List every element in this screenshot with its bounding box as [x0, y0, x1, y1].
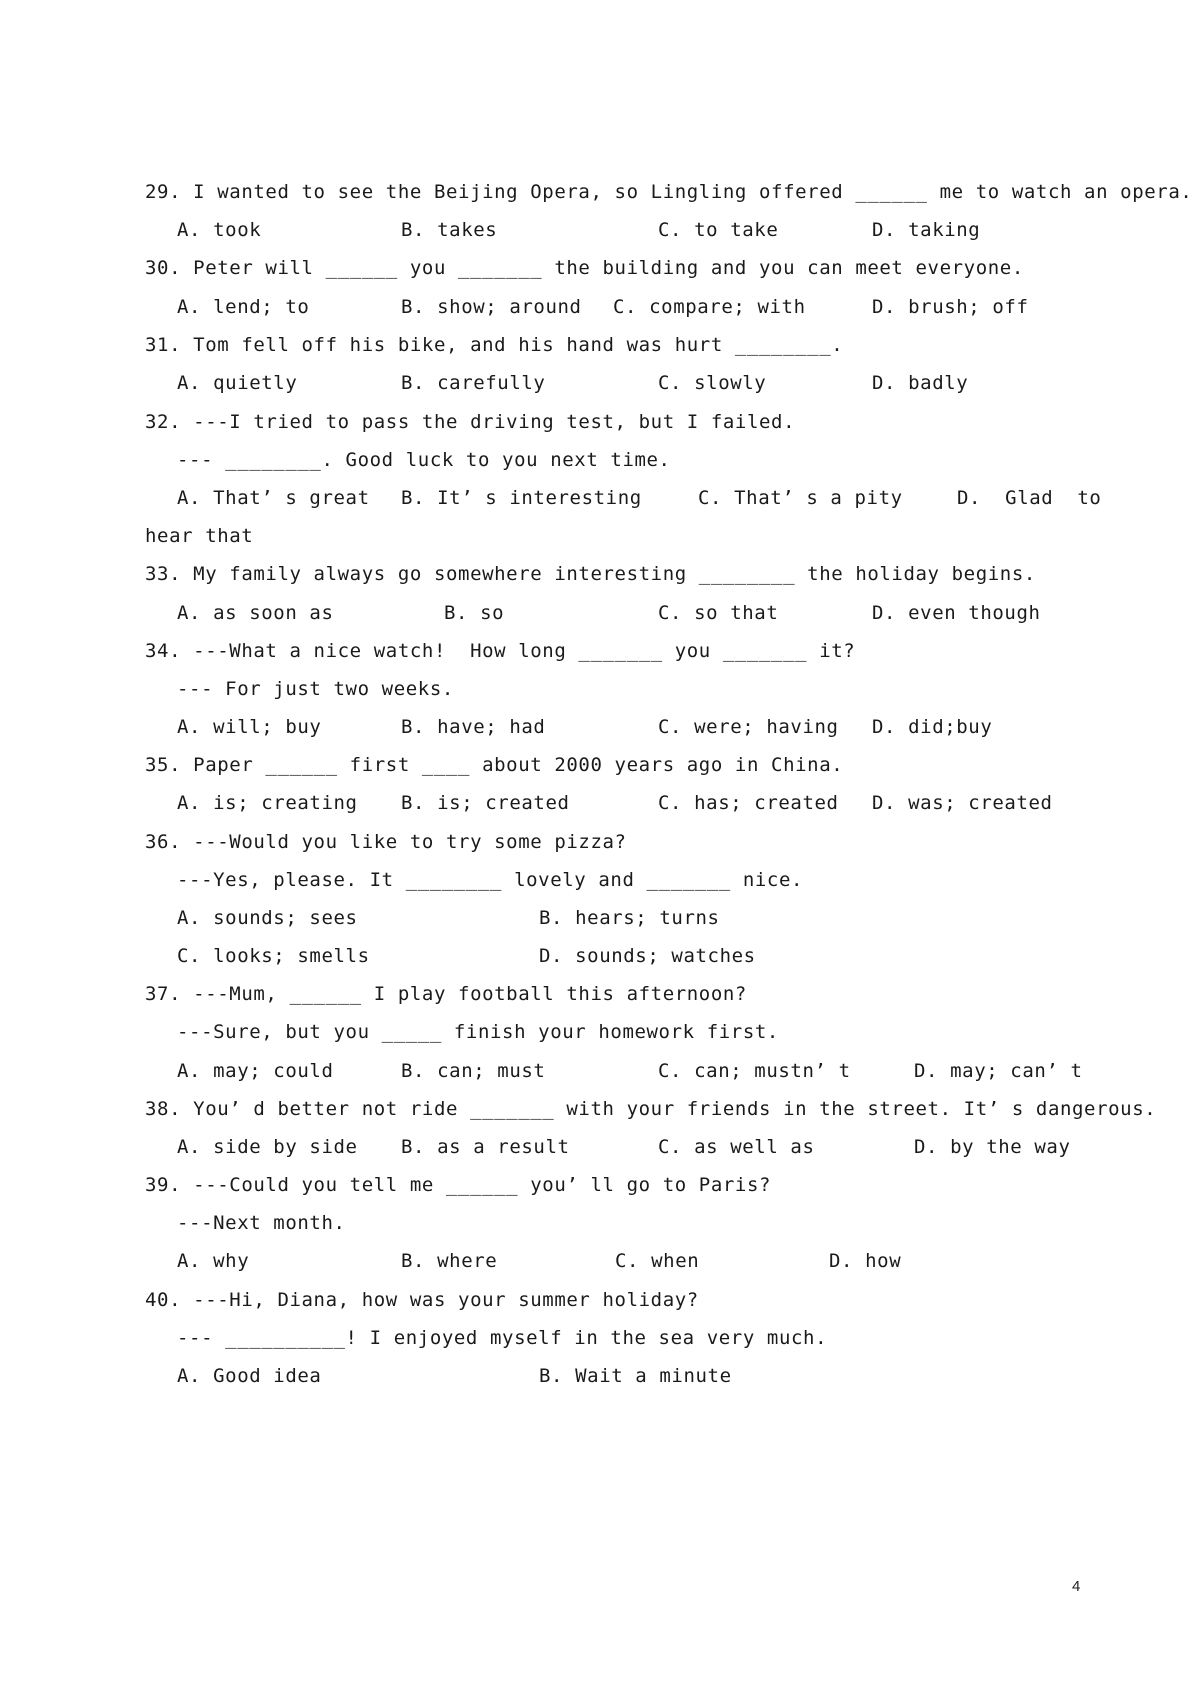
option-c: C. compare; with: [613, 296, 806, 318]
option-a: A. Good idea: [177, 1365, 322, 1387]
option-c: C. so that: [658, 602, 779, 624]
option-a: A. why: [177, 1250, 250, 1272]
question-40-options: [177, 1364, 732, 1460]
option-d: D. was; created: [872, 792, 1053, 814]
question-39-stem: 39. ---Could you tell me ______ you’ ll go to Paris?: [145, 1174, 772, 1196]
option-d: D. even though: [872, 602, 1041, 624]
option-b: B. carefully: [401, 372, 546, 394]
option-d: D. by the way: [914, 1136, 1071, 1158]
option-d: D. badly: [872, 372, 969, 394]
option-a: A. That’ s great: [177, 487, 370, 509]
option-a: A. took: [177, 219, 262, 241]
option-a: A. as soon as: [177, 602, 334, 624]
option-b: B. show; around: [401, 296, 582, 318]
option-c: C. can; mustn’ t: [658, 1060, 851, 1082]
page-number: 4: [1072, 1578, 1081, 1595]
option-b: B. takes: [401, 219, 498, 241]
question-37-stem: 37. ---Mum, ______ I play football this afternoon?: [145, 983, 747, 1005]
option-a: A. sounds; sees: [177, 907, 358, 929]
option-d: D. did;buy: [872, 716, 993, 738]
option-c: C. were; having: [658, 716, 839, 738]
question-33-stem: 33. My family always go somewhere interesting ________ the holiday begins.: [145, 563, 1036, 585]
question-29-stem: 29. I wanted to see the Beijing Opera, so Lingling offered ______ me to watch an opera.: [145, 181, 1193, 203]
question-39-reply: ---Next month.: [177, 1212, 346, 1234]
option-a: A. will; buy: [177, 716, 322, 738]
option-c: C. That’ s a pity: [698, 487, 903, 509]
option-b: B. can; must: [401, 1060, 546, 1082]
question-38-stem: 38. You’ d better not ride _______ with your friends in the street. It’ s dangerous.: [145, 1098, 1157, 1120]
option-d: D. taking: [872, 219, 981, 241]
question-30-stem: 30. Peter will ______ you _______ the building and you can meet everyone.: [145, 257, 1024, 279]
question-40-stem: 40. ---Hi, Diana, how was your summer holiday?: [145, 1289, 699, 1311]
option-b: B. as a result: [401, 1136, 570, 1158]
question-31-stem: 31. Tom fell off his bike, and his hand was hurt ________.: [145, 334, 844, 356]
option-c: C. has; created: [658, 792, 839, 814]
option-b: B. It’ s interesting: [401, 487, 642, 509]
option-d: D. Glad to: [957, 487, 1102, 509]
option-a: A. may; could: [177, 1060, 334, 1082]
option-d: D. may; can’ t: [914, 1060, 1083, 1082]
option-c: C. when: [615, 1250, 700, 1272]
option-d: D. sounds; watches: [539, 945, 756, 967]
question-40-reply: --- __________! I enjoyed myself in the sea very much.: [177, 1327, 828, 1349]
option-b: B. is; created: [401, 792, 570, 814]
option-a: A. lend; to: [177, 296, 310, 318]
option-b: B. have; had: [401, 716, 546, 738]
option-b: B. where: [401, 1250, 498, 1272]
option-c: C. looks; smells: [177, 945, 370, 967]
question-36-reply: ---Yes, please. It ________ lovely and _______ nice.: [177, 869, 804, 891]
question-37-reply: ---Sure, but you _____ finish your homework first.: [177, 1021, 779, 1043]
option-d: D. how: [829, 1250, 902, 1272]
option-b: B. so: [444, 602, 505, 624]
option-c: C. to take: [658, 219, 779, 241]
option-d: D. brush; off: [872, 296, 1029, 318]
option-b: B. hears; turns: [539, 907, 720, 929]
question-32-option-wrap: hear that: [145, 525, 254, 547]
option-b: B. Wait a minute: [539, 1365, 732, 1387]
option-a: A. quietly: [177, 372, 298, 394]
option-c: C. slowly: [658, 372, 767, 394]
question-36-stem: 36. ---Would you like to try some pizza?: [145, 831, 627, 853]
option-a: A. is; creating: [177, 792, 358, 814]
question-35-stem: 35. Paper ______ first ____ about 2000 years ago in China.: [145, 754, 844, 776]
question-32-stem: 32. ---I tried to pass the driving test, but I failed.: [145, 411, 796, 433]
question-34-stem: 34. ---What a nice watch! How long _______ you _______ it?: [145, 640, 856, 662]
option-a: A. side by side: [177, 1136, 358, 1158]
question-34-reply: --- For just two weeks.: [177, 678, 454, 700]
option-c: C. as well as: [658, 1136, 815, 1158]
question-32-reply: --- ________. Good luck to you next time.: [177, 449, 671, 471]
